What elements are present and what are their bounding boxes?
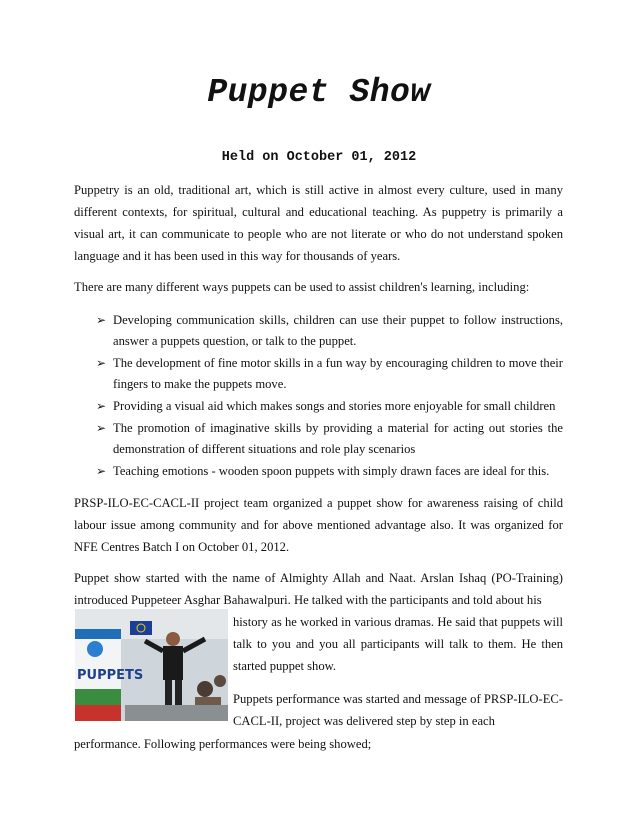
performance-paragraph-wrapped: Puppets performance was started and message of PRSP-ILO-EC-CACL-II, project was delivered step by step in each [233,692,563,728]
banner-text: PUPPETS [77,668,144,683]
arrow-bullet-icon: ➢ [96,399,107,413]
list-item: ➢ The promotion of imaginative skills by providing a material for acting out stories the demonstration of different situations and role play scenarios [96,418,563,460]
list-item: ➢ Providing a visual aid which makes songs and stories more enjoyable for small children [96,396,563,417]
show-paragraph-wrapped: history as he worked in various dramas. He said that puppets will talk to you and you all participants will talk to them. He then started puppet show. [233,615,563,673]
performance-paragraph-end: performance. Following performances were being showed; [74,737,372,751]
puppet-show-photo [75,609,228,721]
photo-illustration [75,609,228,721]
list-item: ➢ The development of fine motor skills in a fun way by encouraging children to move their fingers to make the puppets move. [96,353,563,395]
list-item: ➢ Developing communication skills, children can use their puppet to follow instructions, answer a puppets question, or talk to the puppet. [96,310,563,352]
arrow-bullet-icon: ➢ [96,464,107,478]
ways-intro-paragraph: There are many different ways puppets can be used to assist children's learning, including: [74,280,530,294]
intro-paragraph: Puppetry is an old, traditional art, which is still active in almost every culture, used in many different contexts, for spiritual, cultural and educational teaching. As puppetry is primarily a visual art, it can communicate to people who are not literate or who do not understand spoken language and it has been used in this way for thousands of years. [74,183,563,263]
arrow-bullet-icon: ➢ [96,356,107,370]
arrow-bullet-icon: ➢ [96,421,107,435]
benefits-list [96,310,563,483]
project-paragraph: PRSP-ILO-EC-CACL-II project team organized a puppet show for awareness raising of child labour issue among community and for above mentioned advantage also. It was organized for NFE Centres Batch I on October 01, 2012. [74,496,563,554]
page-title: Puppet Show [207,74,431,111]
list-item: ➢ Teaching emotions - wooden spoon puppets with simply drawn faces are ideal for this. [96,461,563,482]
show-paragraph-start: Puppet show started with the name of Almighty Allah and Naat. Arslan Ishaq (PO-Training) introduced Puppeteer Asghar Bahawalpuri. He talked with the participants and told about his [74,571,563,607]
arrow-bullet-icon: ➢ [96,313,107,327]
event-date-subtitle: Held on October 01, 2012 [221,150,417,165]
